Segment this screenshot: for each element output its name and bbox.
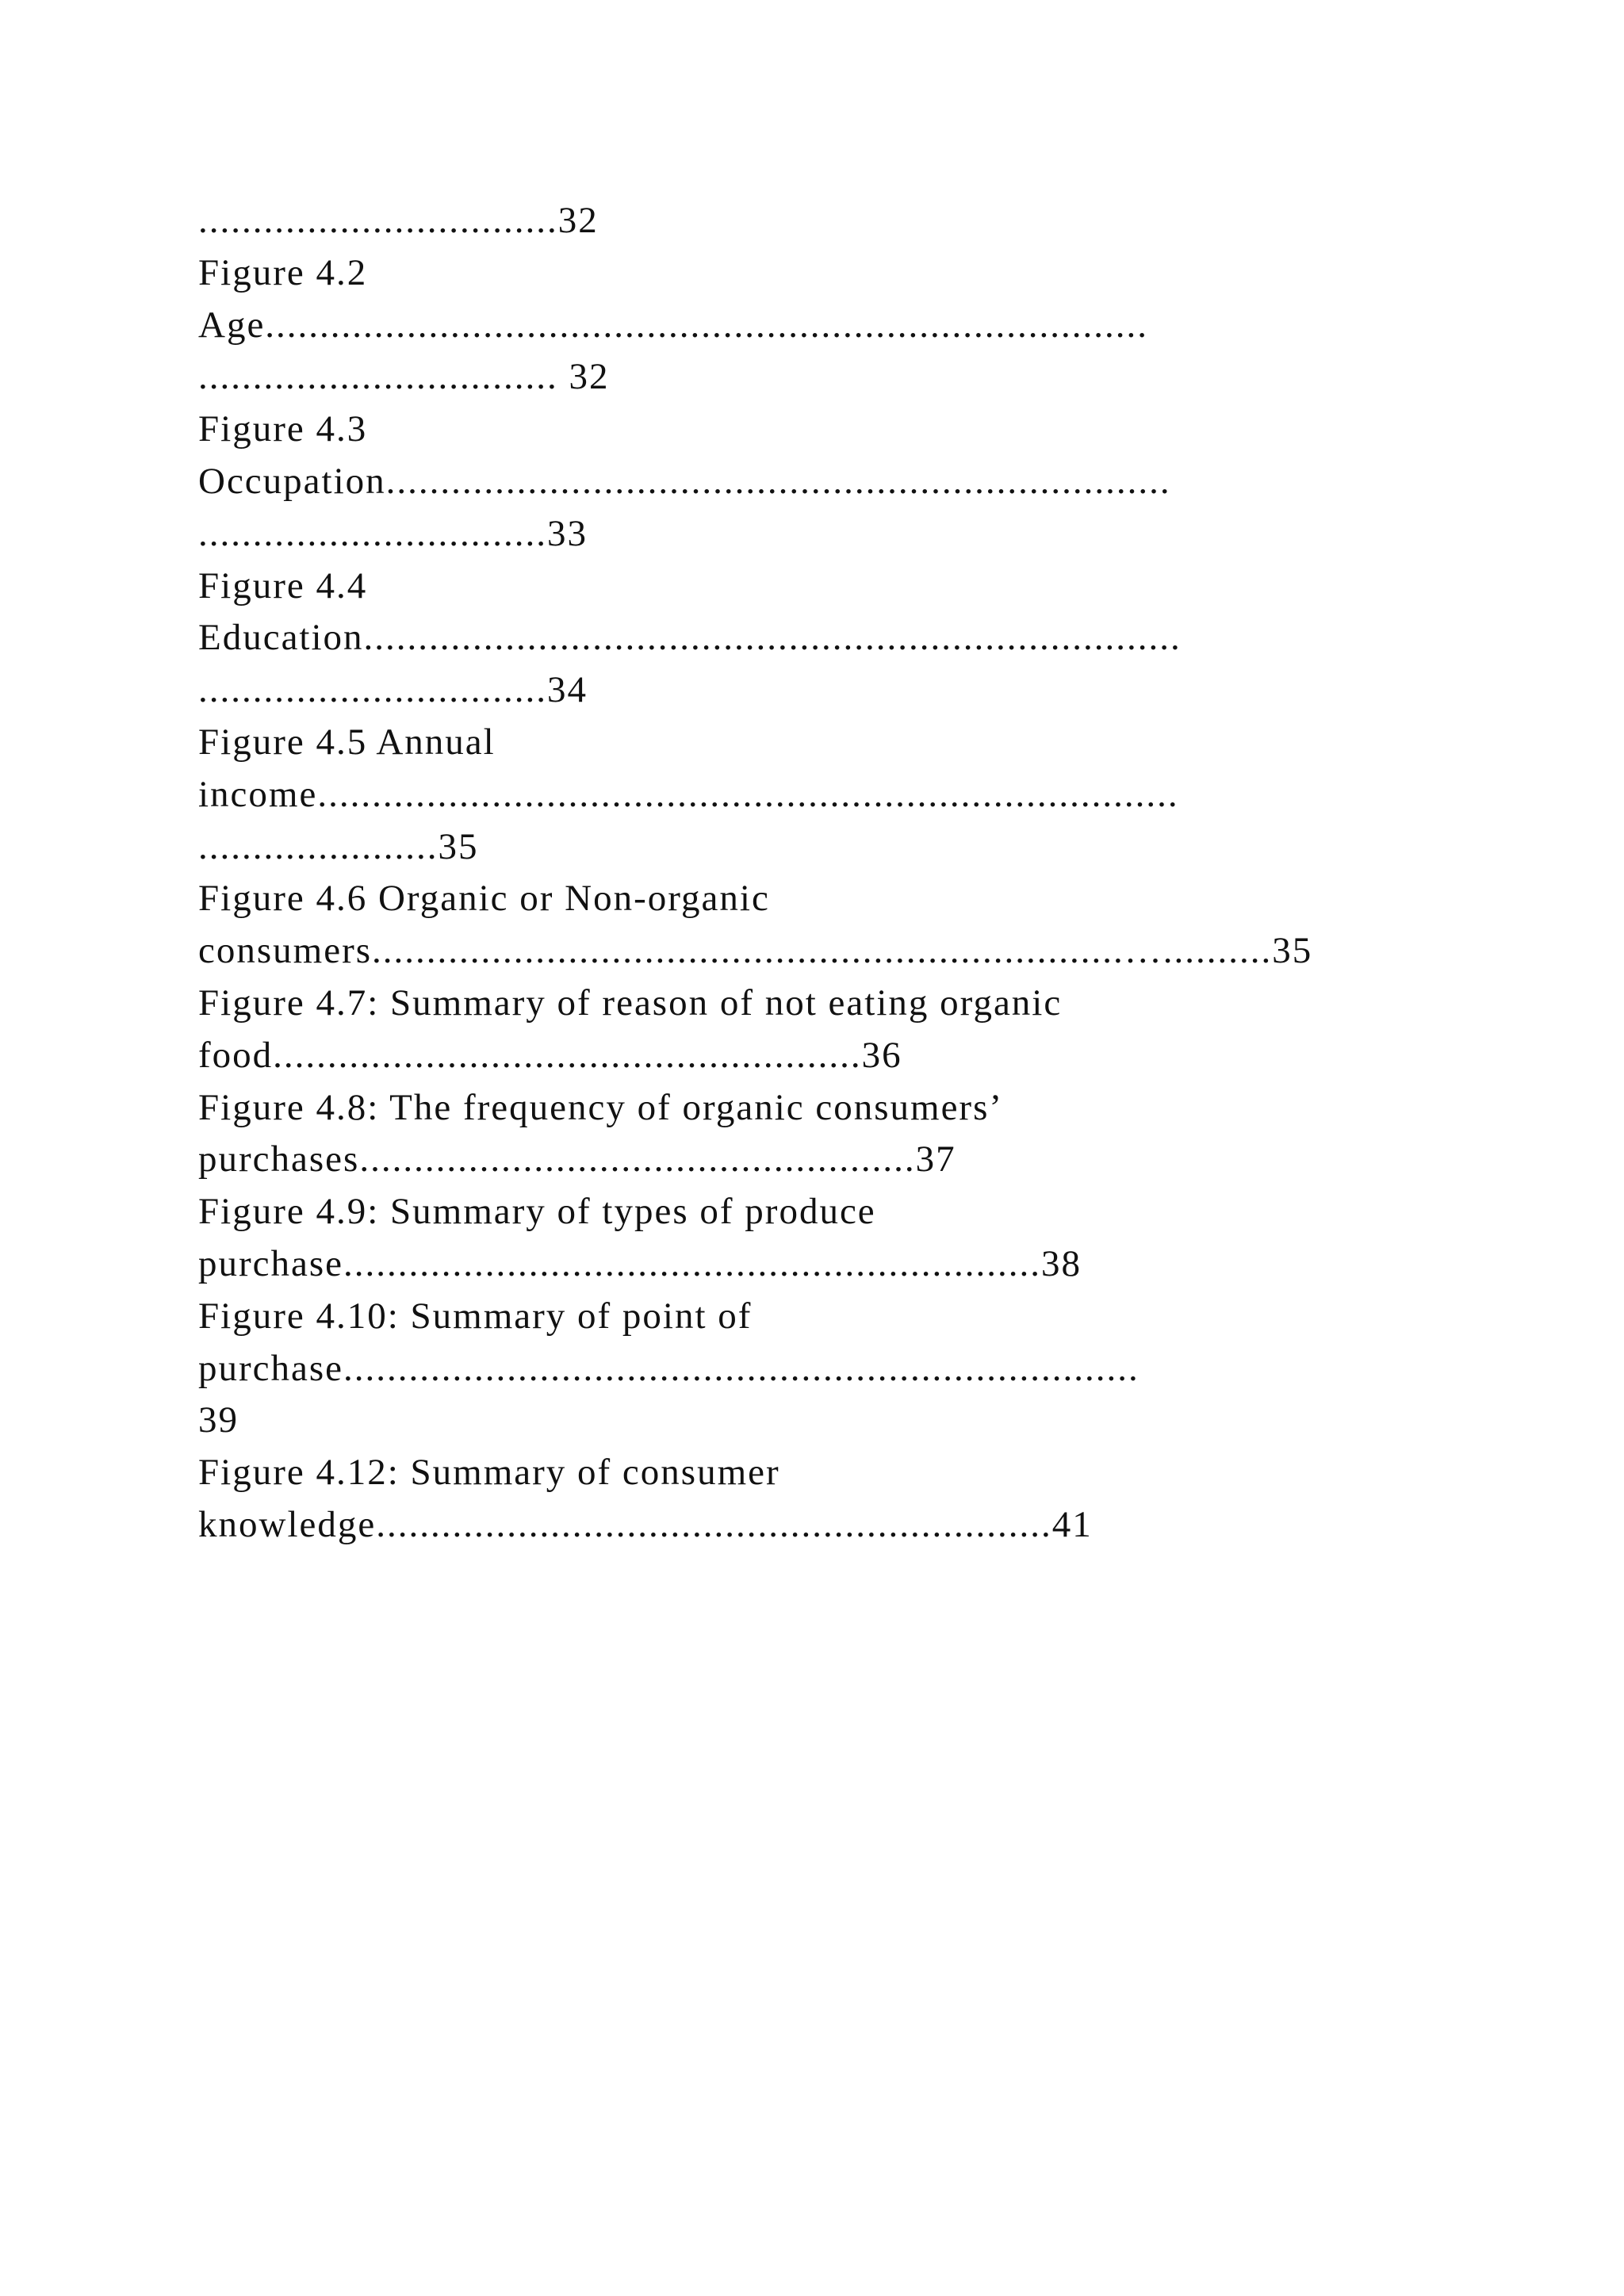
toc-line: purchase......................................................................... (198, 1347, 1139, 1389)
toc-line: ................................34 (198, 669, 588, 711)
toc-line: Figure 4.2 (198, 251, 368, 293)
toc-line: Figure 4.7: Summary of reason of not eating organic (198, 982, 1063, 1024)
toc-line: purchase................................................................38 (198, 1242, 1082, 1284)
toc-line: ......................35 (198, 825, 479, 867)
toc-line: Occupation........................................................................ (198, 460, 1171, 502)
toc-line: Figure 4.12: Summary of consumer (198, 1452, 780, 1494)
toc-line: Education........................................................................... (198, 617, 1182, 659)
toc-line: Figure 4.10: Summary of point of (198, 1295, 753, 1337)
list-of-figures (198, 195, 1499, 1552)
toc-line: knowledge..............................................................41 (198, 1503, 1093, 1545)
toc-line: Figure 4.5 Annual (198, 721, 496, 763)
toc-line: 39 (198, 1399, 239, 1441)
toc-line: Figure 4.3 (198, 408, 368, 450)
toc-line: ................................33 (198, 512, 588, 554)
toc-line: Figure 4.9: Summary of types of produce (198, 1191, 876, 1233)
toc-line: income............................................................................... (198, 773, 1179, 815)
toc-line: Figure 4.4 (198, 564, 368, 607)
toc-line: consumers.....................................................................…..........35 (198, 930, 1313, 972)
toc-line: food......................................................36 (198, 1034, 902, 1076)
toc-line: Age................................................................................. (198, 304, 1149, 346)
toc-line: Figure 4.8: The frequency of organic consumers’ (198, 1086, 1004, 1128)
toc-line: ................................. 32 (198, 356, 610, 398)
toc-line: Figure 4.6 Organic or Non-organic (198, 878, 770, 920)
toc-line: .................................32 (198, 200, 599, 241)
toc-line: purchases...................................................37 (198, 1138, 956, 1181)
